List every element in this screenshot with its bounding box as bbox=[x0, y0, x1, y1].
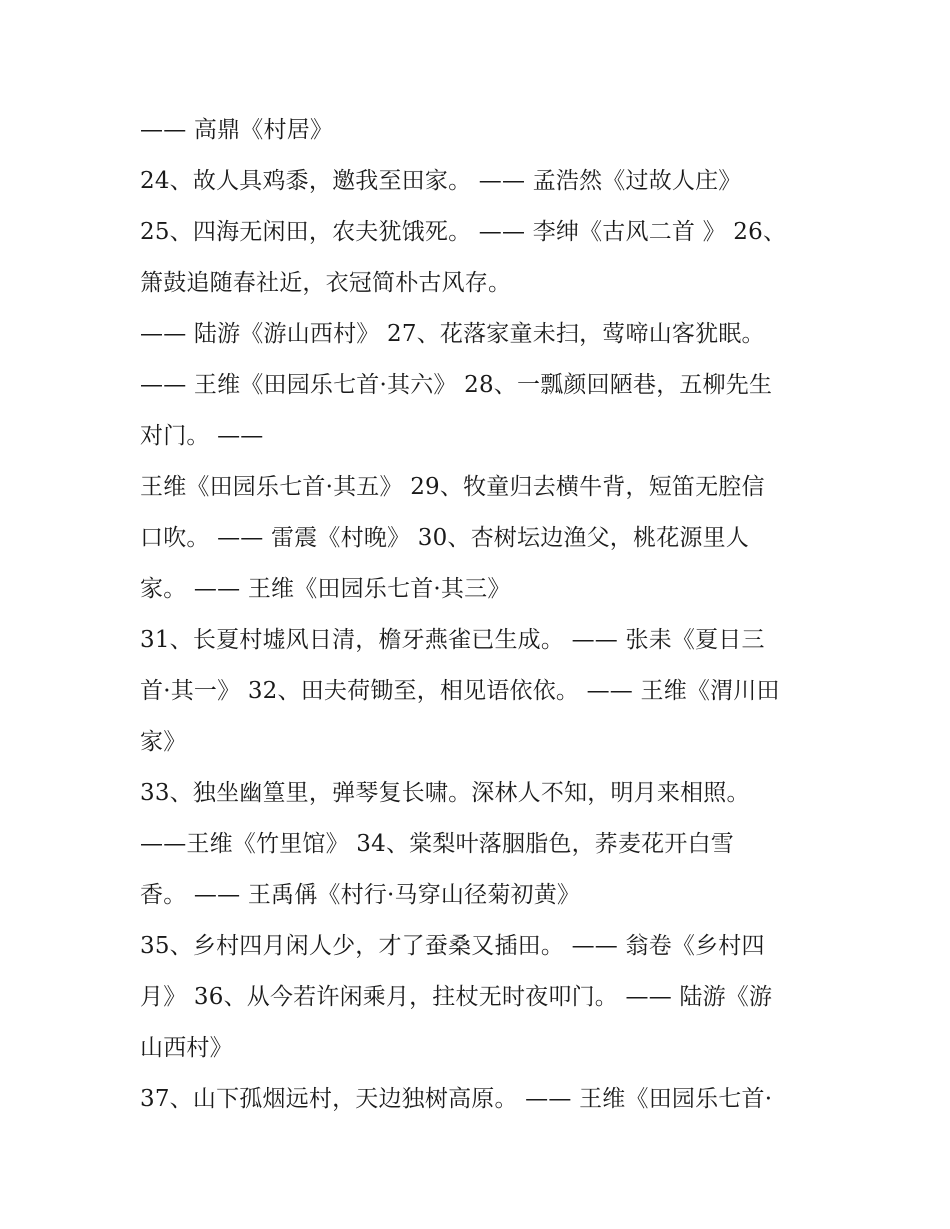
text-line: 香。 —— 王禹偁《村行·马穿山径菊初黄》 bbox=[140, 882, 581, 908]
text-line: 月》 36、从今若许闲乘月，拄杖无时夜叩门。 —— 陆游《游 bbox=[140, 984, 773, 1010]
text-line: 口吹。 —— 雷震《村晚》 30、杏树坛边渔父，桃花源里人 bbox=[140, 525, 749, 551]
text-line: 家。 —— 王维《田园乐七首·其三》 bbox=[140, 576, 511, 602]
text-line: 家》 bbox=[140, 729, 187, 755]
text-line: 37、山下孤烟远村，天边独树高原。 —— 王维《田园乐七首· bbox=[140, 1086, 773, 1112]
text-line: —— 王维《田园乐七首·其六》 28、一瓢颜回陋巷，五柳先生 bbox=[140, 372, 773, 398]
text-line: 首·其一》 32、田夫荷锄至，相见语依依。 —— 王维《渭川田 bbox=[140, 678, 780, 704]
poem-text-block bbox=[140, 105, 840, 1125]
text-line: 王维《田园乐七首·其五》 29、牧童归去横牛背，短笛无腔信 bbox=[140, 474, 765, 500]
text-line: 35、乡村四月闲人少，才了蚕桑又插田。 —— 翁卷《乡村四 bbox=[140, 933, 765, 959]
text-line: —— 高鼎《村居》 bbox=[140, 117, 334, 143]
text-line: —— 陆游《游山西村》 27、花落家童未扫，莺啼山客犹眠。 bbox=[140, 321, 765, 347]
text-line: 箫鼓追随春社近，衣冠简朴古风存。 bbox=[140, 270, 512, 296]
text-line: 山西村》 bbox=[140, 1035, 233, 1061]
text-line: 对门。 —— bbox=[140, 423, 264, 449]
text-line: 25、四海无闲田，农夫犹饿死。 —— 李绅《古风二首 》 26、 bbox=[140, 219, 787, 245]
text-line: ——王维《竹里馆》 34、棠梨叶落胭脂色，荞麦花开白雪 bbox=[140, 831, 734, 857]
text-line: 31、长夏村墟风日清，檐牙燕雀已生成。 —— 张耒《夏日三 bbox=[140, 627, 765, 653]
text-line: 24、故人具鸡黍，邀我至田家。 —— 孟浩然《过故人庄》 bbox=[140, 168, 742, 194]
text-line: 33、独坐幽篁里，弹琴复长啸。深林人不知，明月来相照。 bbox=[140, 780, 750, 806]
